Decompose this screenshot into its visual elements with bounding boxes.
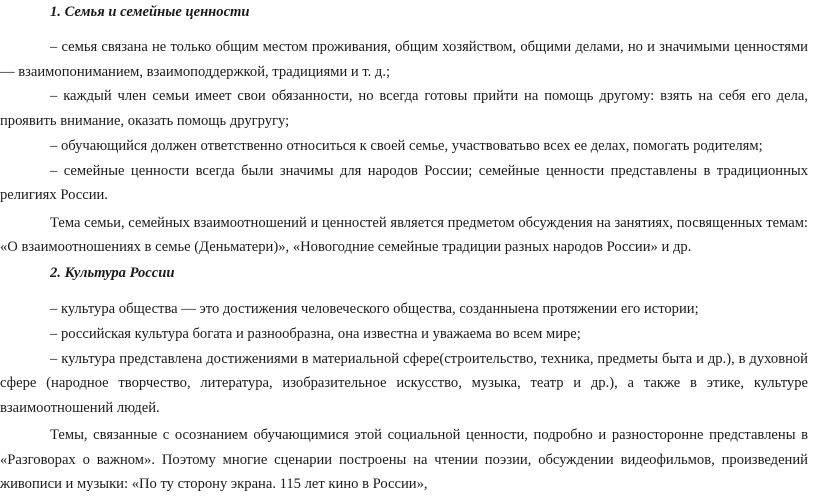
paragraph-line: «Разговорах о важном». Поэтому многие сценарии построены на чтении поэзии, обсуждении видеофильмов, произведений: [0, 452, 808, 468]
paragraph-line: – культура представлена достижениями в материальной сфере(строительство, техника, предметы быта и др.), в духовной: [50, 351, 808, 367]
paragraph-line: «О взаимоотношениях в семье (Деньматери)», «Новогодние семейные традиции разных народов России» и др.: [0, 239, 692, 255]
paragraph-line: — взаимопониманием, взаимоподдержкой, традициями и т. д.;: [0, 64, 391, 80]
paragraph-line: Тема семьи, семейных взаимоотношений и ценностей является предметом обсуждения на занятиях, посвященных темам:: [50, 215, 808, 231]
paragraph-line: – семья связана не только общим местом проживания, общим хозяйством, общими делами, но и значимыми ценностями: [50, 39, 808, 55]
paragraph-line: – культура общества — это достижения человеческого общества, созданныена протяжении его истории;: [50, 301, 699, 317]
paragraph-line: – каждый член семьи имеет свои обязанности, но всегда готовы прийти на помощь другому: взять на себя его дела,: [50, 88, 808, 104]
section-heading-culture-of-russia: 2. Культура России: [50, 265, 175, 281]
paragraph-line: сфере (народное творчество, литература, изобразительное искусство, музыка, театр и др.), а также в этике, культуре: [0, 375, 808, 391]
paragraph-line: религиях России.: [0, 187, 108, 203]
section-heading-family-values: 1. Семья и семейные ценности: [50, 4, 250, 20]
paragraph-line: проявить внимание, оказать помощь другругу;: [0, 113, 290, 129]
paragraph-line: Темы, связанные с осознанием обучающимися этой социальной ценности, подробно и разносторонне представлены в: [50, 427, 808, 443]
paragraph-line: взаимоотношений людей.: [0, 400, 160, 416]
paragraph-line: живописи и музыки: «По ту сторону экрана. 115 лет кино в России»,: [0, 476, 428, 492]
paragraph-line: – семейные ценности всегда были значимы для народов России; семейные ценности представлены в традиционных: [50, 163, 808, 179]
paragraph-line: – обучающийся должен ответственно относиться к своей семье, участвоватьво всех ее делах, помогать родителям;: [50, 138, 763, 154]
paragraph-line: – российская культура богата и разнообразна, она известна и уважаема во всем мире;: [50, 326, 581, 342]
